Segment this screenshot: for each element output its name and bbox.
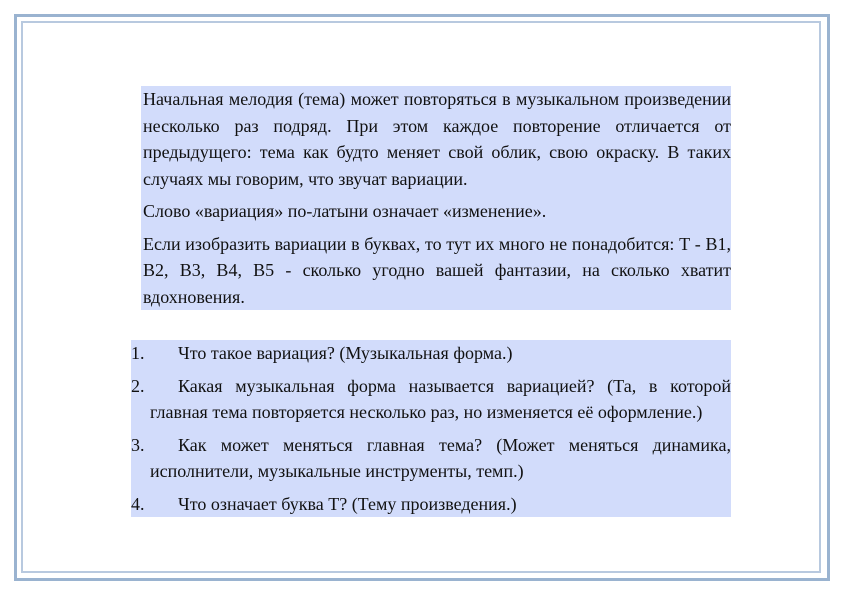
- question-text: Какая музыкальная форма называется вариацией? (Та, в которой главная тема повторяется несколько раз, но изменяется её оформление.): [150, 375, 731, 422]
- intro-text-block: [141, 86, 731, 310]
- question-text: Что такое вариация? (Музыкальная форма.): [178, 343, 513, 363]
- paragraph-letters: Если изобразить вариации в буквах, то тут их много не понадобится: Т - В1, В2, В3, В4, В5 - сколько угодно вашей фантазии, на сколько хватит вдохновения.: [143, 233, 731, 307]
- question-number: 1.: [131, 343, 145, 363]
- question-text: Как может меняться главная тема? (Может меняться динамика, исполнители, музыкальные инструменты, темп.): [150, 434, 731, 481]
- question-item: [131, 340, 731, 367]
- paragraph-variation-meaning: Слово «вариация» по-латыни означает «изменение».: [143, 201, 547, 221]
- question-number: 2.: [131, 375, 145, 396]
- question-list: [131, 340, 731, 517]
- question-item: [131, 373, 731, 426]
- question-text: Что означает буква Т? (Тему произведения.): [178, 493, 517, 514]
- question-item: [131, 491, 731, 518]
- question-number: 4.: [131, 493, 145, 514]
- paragraph-intro: Начальная мелодия (тема) может повторяться в музыкальном произведении несколько раз подряд. При этом каждое повторение отличается от предыдущего: тема как будто меняет свой облик, свою окраску. В таких случаях мы говорим, что звучат вариации.: [143, 89, 731, 189]
- question-item: [131, 432, 731, 485]
- question-number: 3.: [131, 434, 145, 455]
